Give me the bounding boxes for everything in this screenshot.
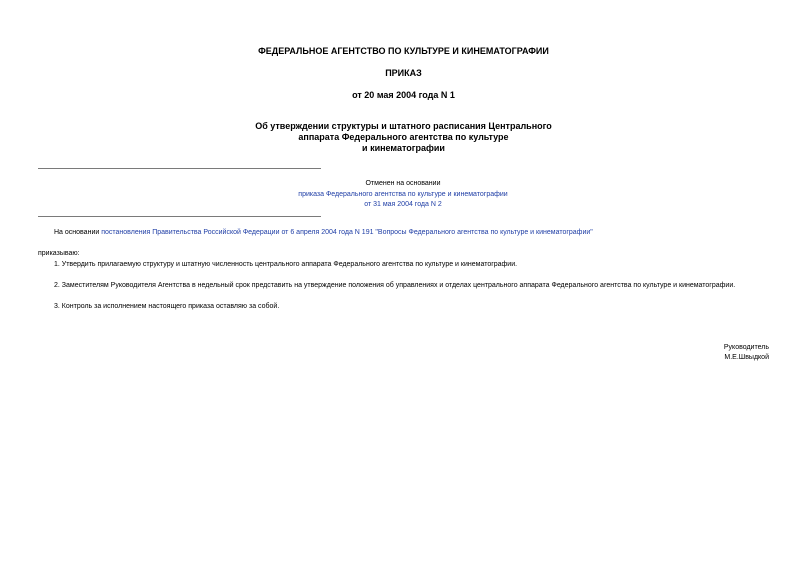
- subject-line-1: Об утверждении структуры и штатного расписания Центрального: [255, 121, 552, 131]
- annulment-note-date-container: [180, 200, 626, 210]
- orders-word: приказываю:: [38, 250, 80, 257]
- basis-prefix: На основании: [54, 229, 102, 236]
- order-item-1: 1. Утвердить прилагаемую структуру и штатную численность центрального аппарата Федерального агентства по культуре и кинематографии.: [54, 261, 518, 268]
- order-item-2: 2. Заместителям Руководителя Агентства в недельный срок представить на утверждение положения об управлениях и отделах центрального аппарата Федерального агентства по культуре и кинематографии.: [54, 282, 736, 289]
- divider-top: [38, 168, 321, 169]
- signatory-title: Руководитель: [723, 344, 769, 351]
- subject-line-3: и кинематографии: [362, 143, 445, 153]
- annulment-order-date-link[interactable]: от 31 мая 2004 года N 2: [364, 201, 442, 208]
- order-subject: [0, 121, 807, 154]
- order-item-3: 3. Контроль за исполнением настоящего приказа оставляю за собой.: [54, 303, 280, 310]
- basis-paragraph: [54, 228, 593, 238]
- signatory-name: М.Е.Швыдкой: [724, 354, 769, 361]
- annulment-note-link-container: [180, 190, 626, 200]
- subject-line-2: аппарата Федерального агентства по культуре: [298, 132, 509, 142]
- order-date: от 20 мая 2004 года N 1: [352, 90, 455, 100]
- agency-title: ФЕДЕРАЛЬНОЕ АГЕНТСТВО ПО КУЛЬТУРЕ И КИНЕМАТОГРАФИИ: [258, 46, 549, 56]
- divider-bottom: [38, 216, 321, 217]
- government-resolution-link[interactable]: постановления Правительства Российской Федерации от 6 апреля 2004 года N 191 "Вопросы Федерального агентства по культуре и кинематографии": [101, 229, 593, 236]
- order-type: ПРИКАЗ: [385, 68, 422, 78]
- annulment-note-prefix: Отменен на основании: [365, 180, 441, 187]
- annulment-order-link[interactable]: приказа Федерального агентства по культуре и кинематографии: [298, 191, 508, 198]
